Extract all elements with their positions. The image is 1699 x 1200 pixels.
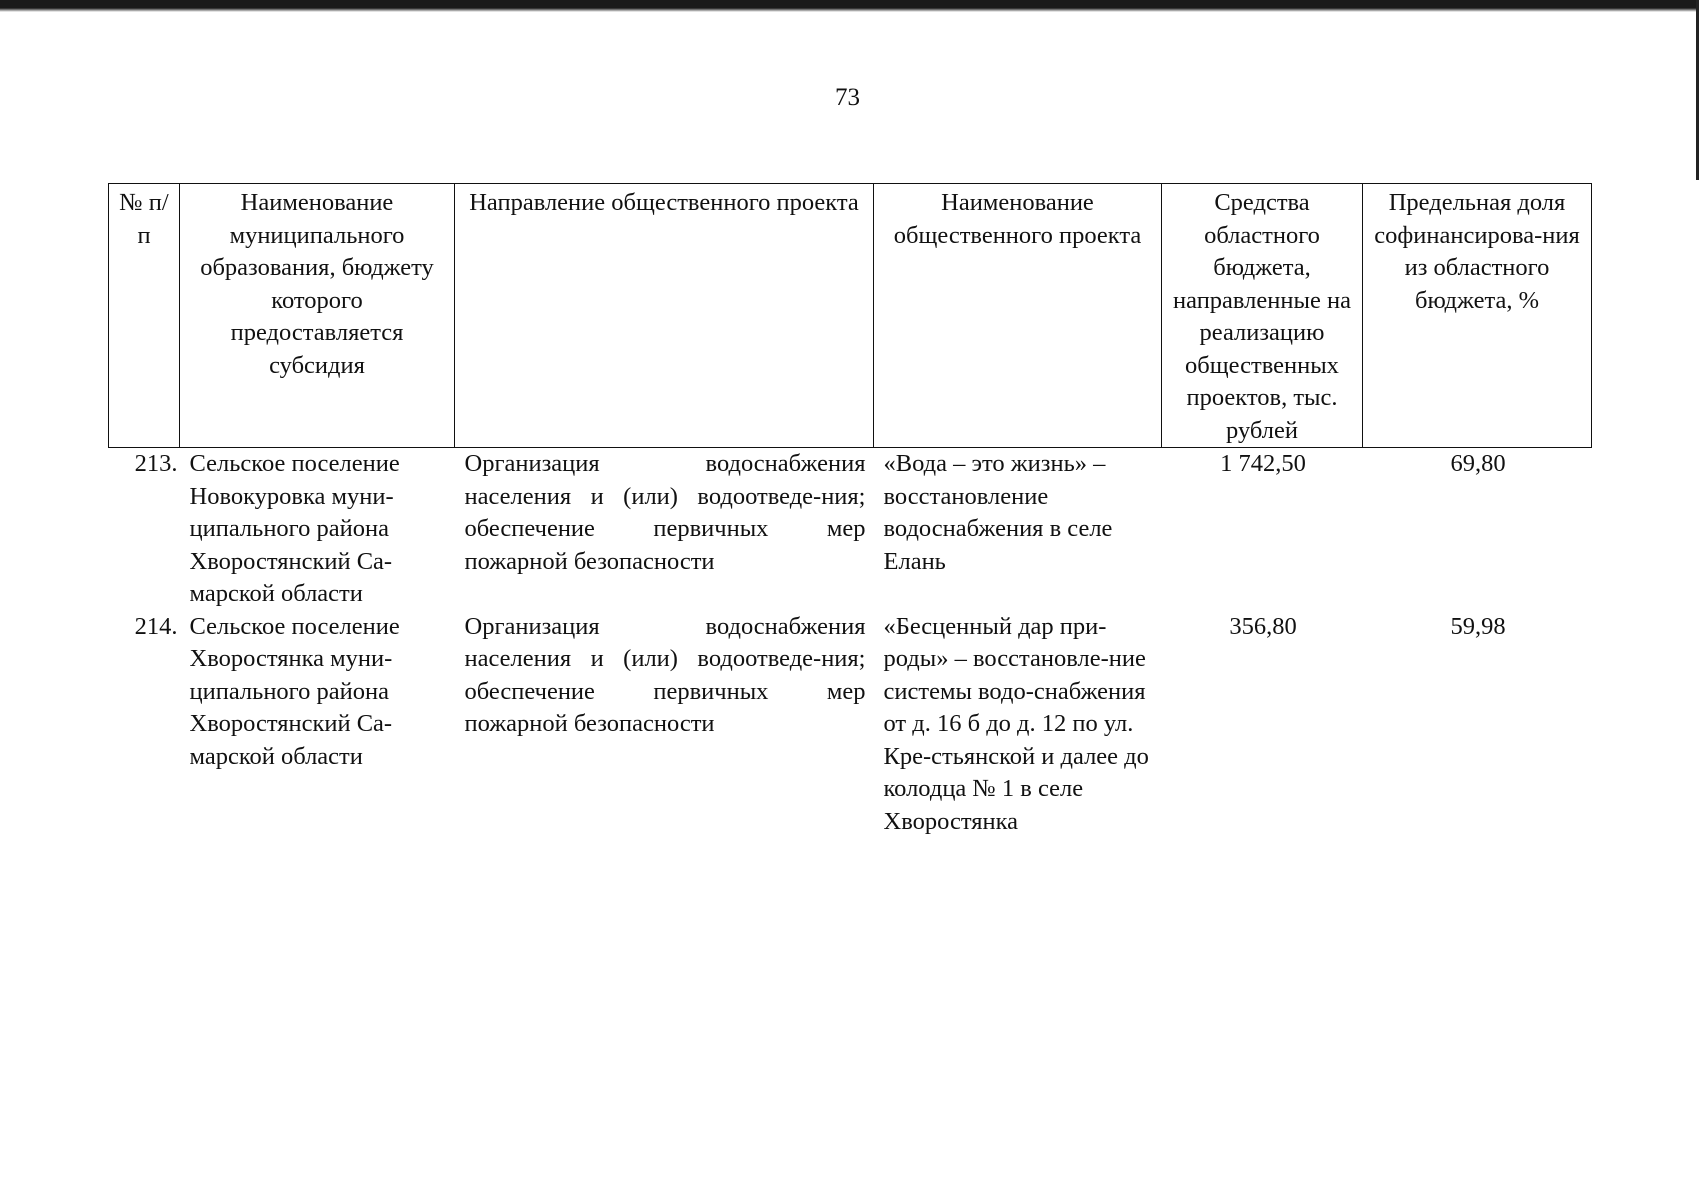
share-cell: 59,98 [1450, 612, 1506, 640]
header-number: № п/п [109, 184, 180, 448]
table-header [109, 184, 1592, 448]
header-share: Предельная доля софинансирова-ния из областного бюджета, % [1363, 184, 1592, 448]
header-municipality: Наименование муниципального образования, бюджету которого предоставляется субсидия [180, 184, 455, 448]
header-row [109, 184, 1592, 448]
share-cell: 69,80 [1450, 450, 1506, 477]
page-number [0, 84, 1699, 112]
row-number: 213. [134, 450, 178, 477]
table-row [109, 448, 1592, 611]
header-funds: Средства областного бюджета, направленные на реализацию общественных проектов, тыс. рублей [1162, 184, 1363, 448]
direction-cell: Организация водоснабжения населения и (или) водоотведе-ния; обеспечение первичных мер пожарной безопасности [464, 450, 866, 575]
page-number-text: 73 [835, 84, 860, 111]
row-number: 214. [134, 612, 178, 640]
municipality-cell: Сельское поселение Хворостянка муни-ципального района Хворостянский Са-марской области [189, 612, 400, 770]
project-name-cell: «Бесценный дар при-роды» – восстановле-ние системы водо-снабжения от д. 16 б до д. 12 по ул. Кре-стьянской и далее до колодца № 1 в селе Хворостянка [883, 612, 1149, 835]
project-name-cell: «Вода – это жизнь» – восстановление водоснабжения в селе Елань [883, 450, 1113, 575]
table-body [109, 448, 1592, 839]
header-direction: Направление общественного проекта [455, 184, 874, 448]
municipality-cell: Сельское поселение Новокуровка муни-ципального района Хворостянский Са-марской области [189, 450, 400, 607]
direction-cell: Организация водоснабжения населения и (или) водоотведе-ния; обеспечение первичных мер пожарной безопасности [464, 612, 866, 737]
funds-cell: 356,80 [1229, 612, 1297, 640]
scan-edge-top [0, 0, 1699, 12]
subsidy-table [108, 183, 1592, 838]
funds-cell: 1 742,50 [1220, 450, 1306, 477]
table-row [109, 611, 1592, 839]
header-project-name: Наименование общественного проекта [874, 184, 1162, 448]
